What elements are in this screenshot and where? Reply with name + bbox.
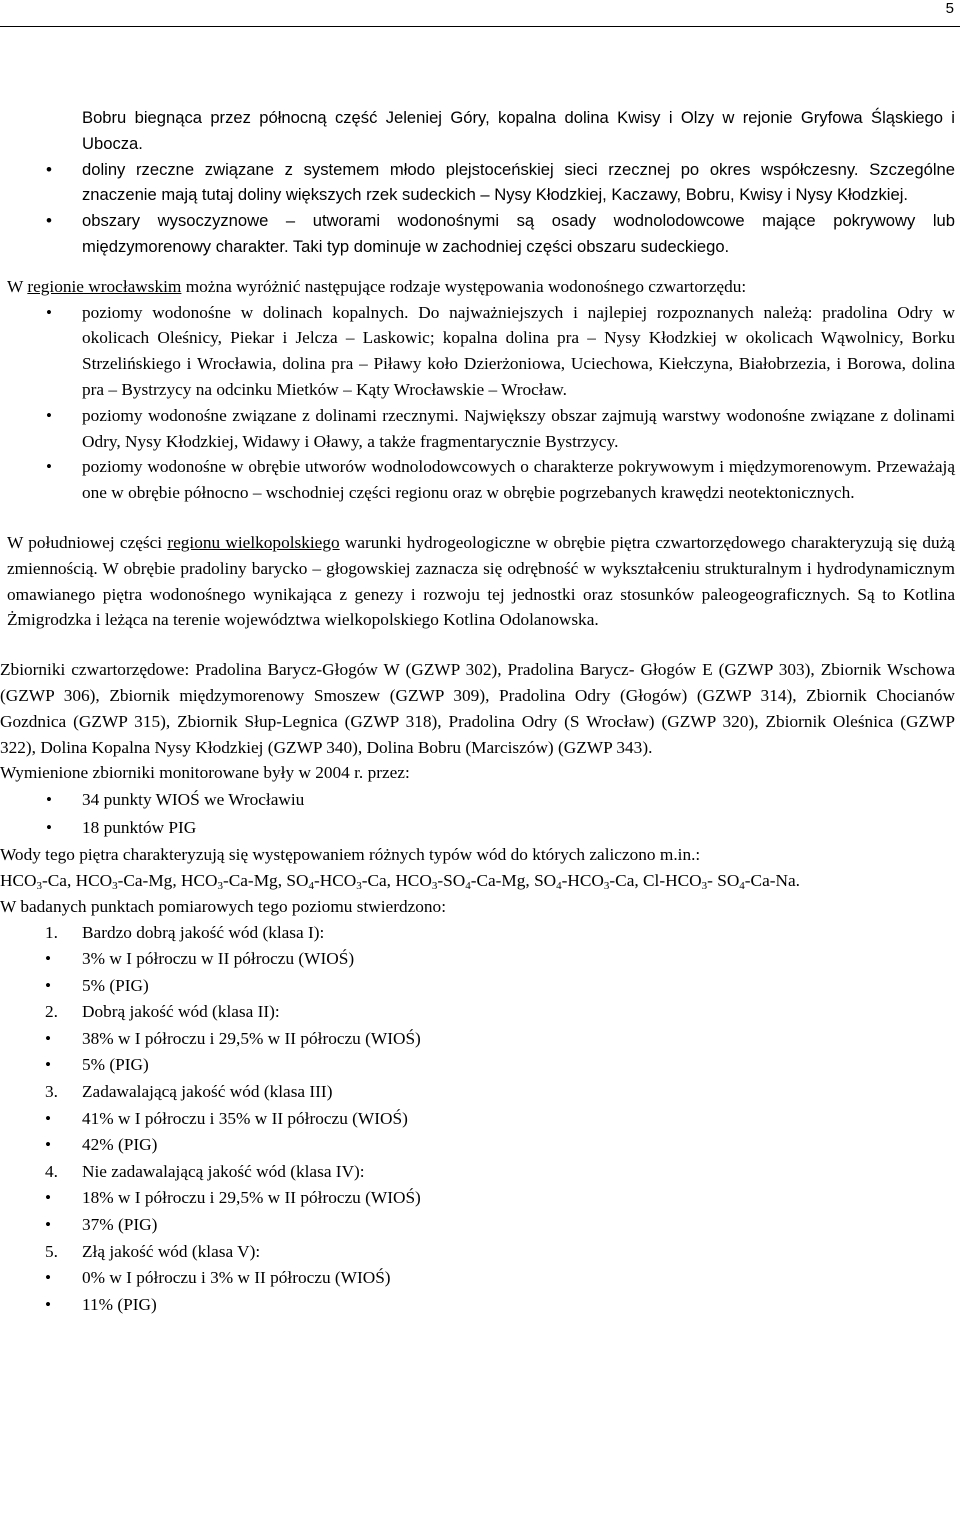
list-item-text: poziomy wodonośne w dolinach kopalnych. Do najważniejszych i najlepiej rozpoznanych należą: pradolina Odry w okolicach Oleśnicy, Piekar i Jelcza – Laskowic; kopalna dolina pra – Nysy Kłodzkiej w okolicach Wąwolnicy, Borku Strzelińskiego i Wrocławia, dolina pra – Piławy koło Dzierżoniowa, Uciechowa, Kiełczyna, Białobrzezia, i Borowa, dolina pra – Bystrzycy na odcinku Mietków – Kąty Wrocławskie – Wrocław. <box>82 302 955 399</box>
list-item <box>7 1106 955 1133</box>
list-item <box>7 973 955 1000</box>
list-item <box>7 157 955 209</box>
bullet-icon: • <box>46 818 52 838</box>
quality-class-2 <box>7 999 955 1079</box>
found-line: W badanych punktach pomiarowych tego poziomu stwierdzono: <box>0 896 446 916</box>
list-item <box>7 300 955 403</box>
list-item-text: 42% (PIG) <box>82 1135 158 1155</box>
list-item-text: 41% w I półroczu i 35% w II półroczu (WIOŚ) <box>82 1108 408 1128</box>
reservoirs-paragraph: Zbiorniki czwartorzędowe: Pradolina Barycz-Głogów W (GZWP 302), Pradolina Barycz- Głogów E (GZWP 303), Zbiornik Wschowa (GZWP 306), Zbiornik międzymorenowy Smoszew (GZWP 309), Pradolina Odry (Głogów) (GZWP 314), Zbiornik Chocianów Gozdnica (GZWP 315), Zbiornik Słup-Legnica (GZWP 318), Pradolina Odry (S Wrocław) (GZWP 320), Zbiornik Oleśnica (GZWP 322), Dolina Kopalna Nysy Kłodzkiej (GZWP 340), Dolina Bobru (Marciszów) (GZWP 343). <box>0 660 955 757</box>
list-item <box>7 814 955 842</box>
list-item <box>7 1132 955 1159</box>
quality-class-4 <box>7 1159 955 1239</box>
list-item <box>7 1292 955 1319</box>
quality-class-3 <box>7 1079 955 1159</box>
header-rule <box>0 26 960 27</box>
class-label: Złą jakość wód (klasa V): <box>82 1241 261 1261</box>
list-item <box>7 403 955 455</box>
list-item-text: obszary wysoczyznowe – utworami wodonośnymi są osady wodnolodowcowe mające pokrywowy lub międzymorenowy charakter. Taki typ dominuje w zachodniej części obszaru sudeckiego. <box>82 211 955 256</box>
list-item-text: doliny rzeczne związane z systemem młodo plejstoceńskiej sieci rzecznej po okres współczesny. Szczególne znaczenie mają tutaj doliny większych rzek sudeckich – Nysy Kłodzkiej, Kaczawy, Bobru, Kwisy i Nysy Kłodzkiej. <box>82 159 955 205</box>
class-label: Dobrą jakość wód (klasa II): <box>82 1002 280 1022</box>
list-item-text: 0% w I półroczu i 3% w II półroczu (WIOŚ) <box>82 1268 391 1288</box>
bullet-icon: • <box>45 975 52 995</box>
list-item-text: 38% w I półroczu i 29,5% w II półroczu (WIOŚ) <box>82 1028 421 1048</box>
class-number: 1. <box>45 922 58 942</box>
intro-text-b: można wyróżnić następujące rodzaje występowania wodonośnego czwartorzędu: <box>185 276 747 296</box>
list-item-text: 18 punktów PIG <box>82 818 197 838</box>
continued-paragraph: Bobru biegnąca przez północną część Jeleniej Góry, kopalna dolina Kwisy i Olzy w rejonie Gryfowa Śląskiego i Ubocza. <box>82 108 955 153</box>
bullet-icon: • <box>45 1055 52 1075</box>
page-number: 5 <box>945 0 954 17</box>
list-item <box>7 1026 955 1053</box>
bullet-icon: • <box>46 457 52 477</box>
bullet-icon: • <box>45 1188 52 1208</box>
water-types-line: Wody tego piętra charakteryzują się występowaniem różnych typów wód do których zaliczono m.in.: <box>0 845 701 865</box>
list-item-text: 34 punkty WIOŚ we Wrocławiu <box>82 790 305 810</box>
list-item <box>7 786 955 814</box>
monitored-line: Wymienione zbiorniki monitorowane były w 2004 r. przez: <box>0 763 410 783</box>
class-label: Nie zadawalającą jakość wód (klasa IV): <box>82 1161 365 1181</box>
sudeten-bullet-list <box>7 157 955 260</box>
bullet-icon: • <box>46 211 52 231</box>
list-item-text: 3% w I półroczu w II półroczu (WIOŚ) <box>82 949 355 969</box>
class-heading <box>7 1159 955 1186</box>
class-heading <box>7 1079 955 1106</box>
bullet-icon: • <box>45 1294 52 1314</box>
class-number: 3. <box>45 1082 58 1102</box>
bullet-icon: • <box>45 949 52 969</box>
class-label: Zadawalającą jakość wód (klasa III) <box>82 1082 333 1102</box>
bullet-icon: • <box>46 159 52 179</box>
list-item <box>7 1265 955 1292</box>
class-number: 4. <box>45 1161 58 1181</box>
wroclaw-bullet-list <box>7 300 955 506</box>
list-item <box>7 1185 955 1212</box>
intro-text-a: W <box>7 276 23 296</box>
bullet-icon: • <box>45 1215 52 1235</box>
para-text-a: W południowej części <box>7 532 163 552</box>
bullet-icon: • <box>46 405 52 425</box>
bullet-icon: • <box>46 302 52 322</box>
wielkopolska-paragraph <box>7 530 955 633</box>
class-number: 2. <box>45 1002 58 1022</box>
list-item-text: 11% (PIG) <box>82 1294 157 1314</box>
link-regionu-wielkopolskiego[interactable]: regionu wielkopolskiego <box>167 532 340 552</box>
chemical-types: $HCO_3-Ca$, $HCO_3-Ca-Mg$, $HCO_3-Ca-Mg$, $SO_4-HCO_3-Ca$, $HCO_3-SO_4-Ca-Mg$, $SO_4-HCO_3-Ca$, $Cl-HCO_3-$ $SO_4-Ca-Na$. <box>0 870 800 892</box>
wroclaw-intro <box>7 274 955 300</box>
list-item <box>7 1212 955 1239</box>
list-item-text: 5% (PIG) <box>82 975 149 995</box>
bullet-icon: • <box>45 1135 52 1155</box>
bullet-icon: • <box>45 1268 52 1288</box>
para-text-b: warunki hydrogeologiczne w obrębie piętra czwartorzędowego charakteryzują się dużą zmiennością. W obrębie pradoliny barycko – głogowskiej zaznacza się odrębność w wykształceniu strukturalnym i hydrodynamicznym omawianego piętra wodonośnego wynikająca z genezy i rozwoju tej jednostki oraz stosunków paleogeograficznych. Są to Kotlina Żmigrodzka i leżąca na terenie województwa wielkopolskiego Kotlina Odolanowska. <box>7 532 955 630</box>
class-heading <box>7 999 955 1026</box>
quality-class-5 <box>7 1239 955 1319</box>
list-item-text: 18% w I półroczu i 29,5% w II półroczu (WIOŚ) <box>82 1188 421 1208</box>
list-item-text: poziomy wodonośne w obrębie utworów wodnolodowcowych o charakterze pokrywowym i międzymorenowym. Przeważają one w obrębie północno – wschodniej części regionu oraz w obrębie pogrzebanych krawędzi neotektonicznych. <box>82 457 955 503</box>
list-item <box>7 454 955 506</box>
list-item <box>7 946 955 973</box>
quality-classes <box>7 920 955 1319</box>
list-item-text: poziomy wodonośne związane z dolinami rzecznymi. Największy obszar zajmują warstwy wodonośne związane z dolinami Odry, Nysy Kłodzkiej, Widawy i Oławy, a także fragmentarycznie Bystrzycy. <box>82 405 955 451</box>
quality-class-1 <box>7 920 955 1000</box>
class-heading <box>7 920 955 947</box>
class-heading <box>7 1239 955 1266</box>
link-regionie-wroclawskim[interactable]: regionie wrocławskim <box>27 276 182 296</box>
list-item <box>7 1052 955 1079</box>
bullet-icon: • <box>45 1028 52 1048</box>
document-body <box>0 105 955 1318</box>
list-item-text: 5% (PIG) <box>82 1055 149 1075</box>
class-number: 5. <box>45 1241 58 1261</box>
bullet-icon: • <box>45 1108 52 1128</box>
bullet-icon: • <box>46 790 52 810</box>
list-item <box>7 208 955 260</box>
list-item-text: 37% (PIG) <box>82 1215 158 1235</box>
class-label: Bardzo dobrą jakość wód (klasa I): <box>82 922 325 942</box>
monitor-bullet-list <box>7 786 955 842</box>
